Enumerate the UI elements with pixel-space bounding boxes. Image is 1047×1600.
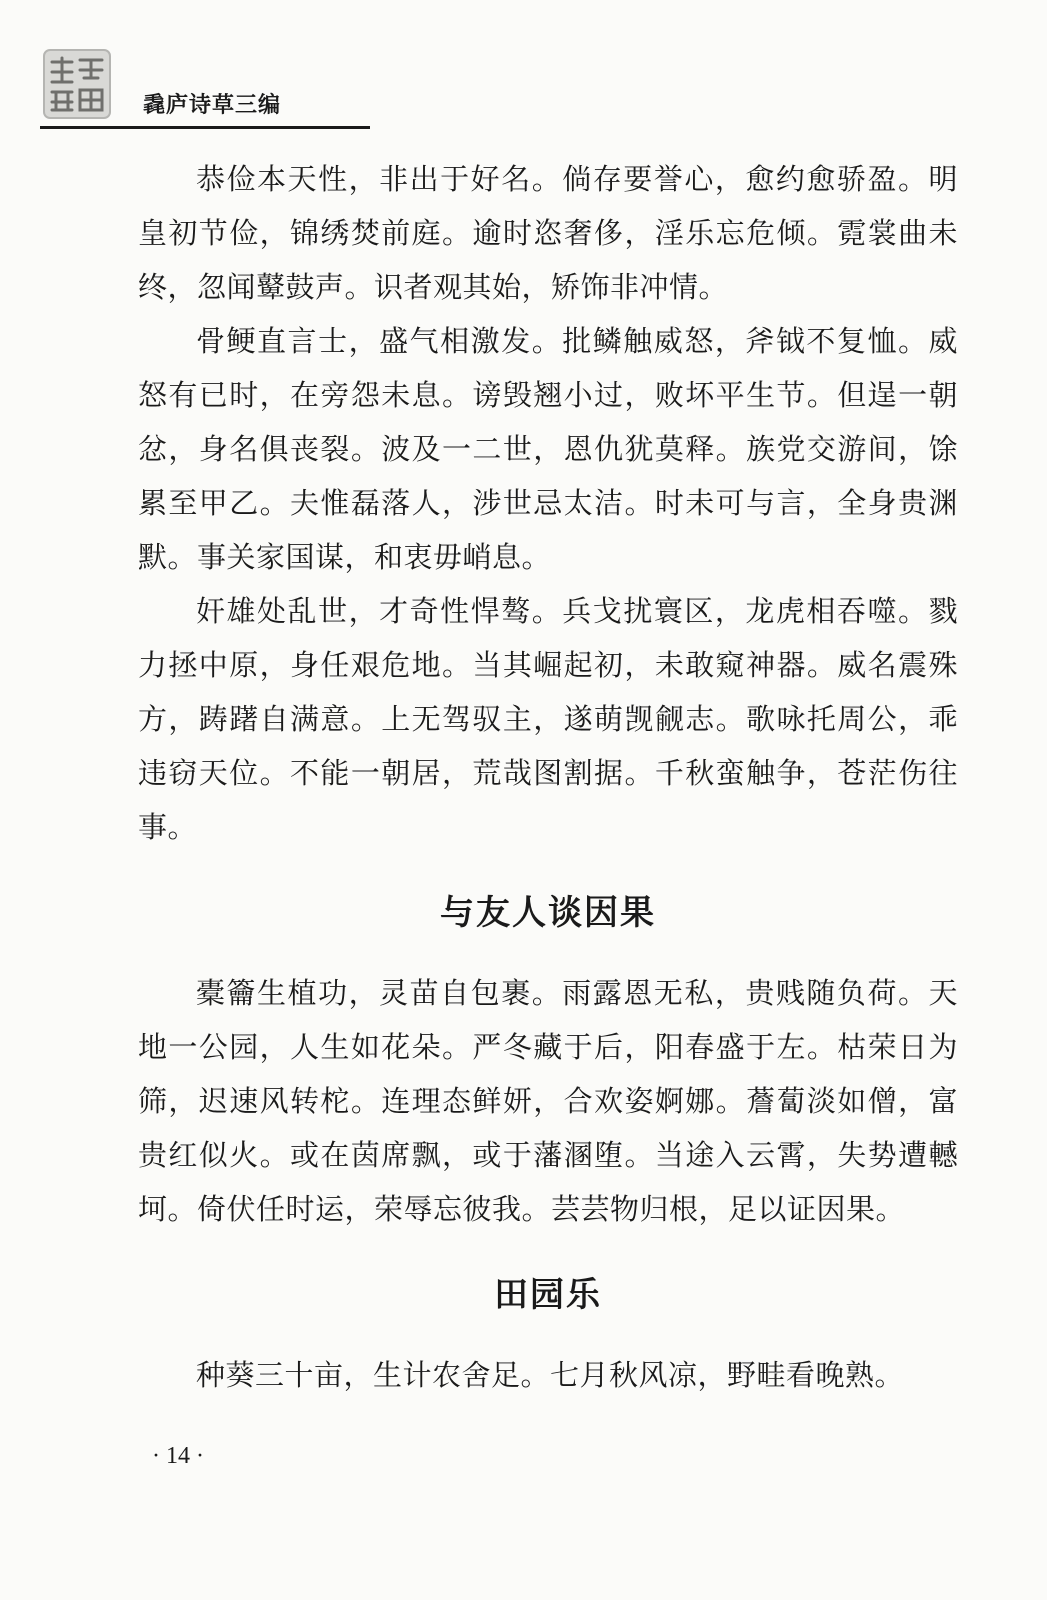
page-body — [138, 152, 958, 1402]
page-number: · 14 · — [152, 1443, 204, 1469]
header-rule — [40, 126, 370, 129]
paragraph: 奸雄处乱世，才奇性悍骜。兵戈扰寰区，龙虎相吞噬。戮力拯中原，身任艰危地。当其崛起初，未敢窥神器。威名震殊方，踌躇自满意。上无驾驭主，遂萌觊觎志。歌咏托周公，乖违窃天位。不能一朝居，荒哉图割据。千秋蛮触争，苍茫伤往事。 — [138, 594, 958, 844]
page-header — [40, 40, 370, 132]
paragraph: 骨鲠直言士，盛气相激发。批鳞触威怒，斧钺不复恤。威怒有已时，在旁怨未息。谤毁翘小过，败坏平生节。但逞一朝忿，身名俱丧裂。波及一二世，恩仇犹莫释。族党交游间，馀累至甲乙。夫惟磊落人，涉世忌太洁。时未可与言，全身贵渊默。事关家国谋，和衷毋峭息。 — [138, 324, 958, 574]
poem-title: 田园乐 — [494, 1275, 602, 1315]
paragraph: 种葵三十亩，生计农舍足。七月秋风凉，野畦看晚熟。 — [196, 1358, 905, 1392]
paragraph: 橐籥生植功，灵苗自包裹。雨露恩无私，贵贱随负荷。天地一公园，人生如花朵。严冬藏于后，阳春盛于左。枯荣日为筛，迟速风转柁。连理态鲜妍，合欢姿婀娜。薝蔔淡如僧，富贵红似火。或在茵席飘，或于藩溷堕。当途入云霄，失势遭轗坷。倚伏任时运，荣辱忘彼我。芸芸物归根，足以证因果。 — [138, 976, 958, 1226]
seal-stamp-icon — [42, 48, 112, 120]
poem-title: 与友人谈因果 — [440, 893, 656, 933]
running-title: 毳庐诗草三编 — [143, 93, 282, 118]
paragraph: 恭俭本天性，非出于好名。倘存要誉心，愈约愈骄盈。明皇初节俭，锦绣焚前庭。逾时恣奢侈，淫乐忘危倾。霓裳曲未终，忽闻鼙鼓声。识者观其始，矫饰非冲情。 — [138, 162, 958, 304]
